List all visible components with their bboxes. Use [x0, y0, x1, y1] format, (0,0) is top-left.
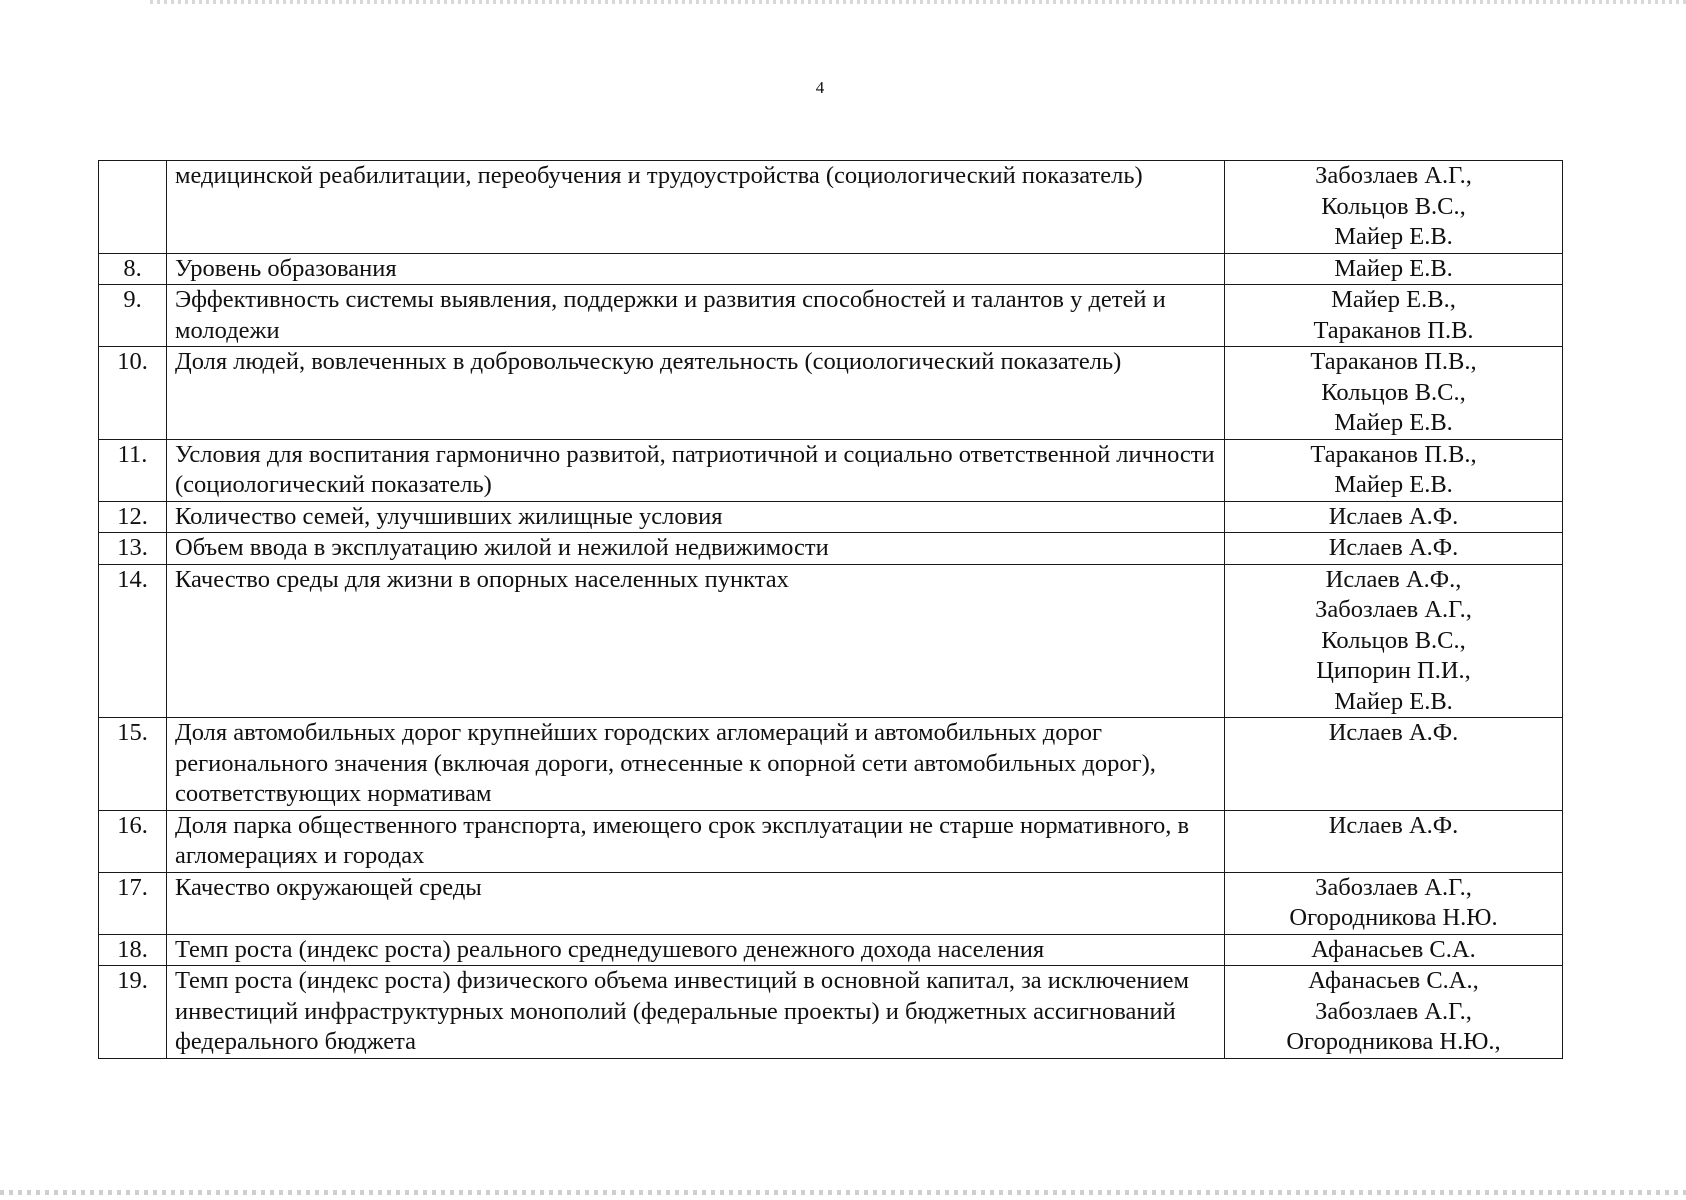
responsible-name: Афанасьев С.А.: [1311, 935, 1476, 963]
indicator-text: Объем ввода в эксплуатацию жилой и нежилой недвижимости: [167, 533, 1225, 565]
table-row: [99, 439, 1563, 501]
scan-edge-top: [150, 0, 1686, 4]
table-row: [99, 501, 1563, 533]
row-number: 10.: [99, 347, 167, 440]
indicator-text: Качество среды для жизни в опорных населенных пунктах: [167, 564, 1225, 718]
responsible-cell: [1225, 285, 1563, 347]
responsible-name: Забозлаев А.Г.,: [1315, 162, 1472, 189]
indicator-text: Качество окружающей среды: [167, 872, 1225, 934]
responsible-name: Тараканов П.В.,: [1310, 440, 1477, 468]
indicator-text: Эффективность системы выявления, поддержки и развития способностей и талантов у детей и молодежи: [167, 285, 1225, 347]
row-number: 8.: [99, 253, 167, 285]
responsible-cell: [1225, 161, 1563, 254]
row-number: 12.: [99, 501, 167, 533]
responsible-cell: [1225, 718, 1563, 811]
indicator-text: Уровень образования: [167, 253, 1225, 285]
scan-edge-bottom: [0, 1190, 1686, 1195]
responsible-name: Огородникова Н.Ю.,: [1286, 1028, 1501, 1055]
responsible-cell: [1225, 810, 1563, 872]
row-number: 14.: [99, 564, 167, 718]
responsible-name: Кольцов В.С.,: [1321, 626, 1466, 654]
responsible-name: Майер Е.В.,: [1331, 286, 1456, 313]
indicator-text: Условия для воспитания гармонично развитой, патриотичной и социально ответственной личности (социологический показатель): [167, 439, 1225, 501]
indicator-text: Темп роста (индекс роста) физического объема инвестиций в основной капитал, за исключением инвестиций инфраструктурных монополий (федеральные проекты) и бюджетных ассигнований федерального бюджета: [167, 966, 1225, 1059]
row-number: 9.: [99, 285, 167, 347]
responsible-cell: [1225, 253, 1563, 285]
row-number: 15.: [99, 718, 167, 811]
responsible-name: Кольцов В.С.,: [1321, 192, 1466, 220]
row-number: [99, 161, 167, 254]
indicator-text: Доля автомобильных дорог крупнейших городских агломераций и автомобильных дорог регионального значения (включая дороги, отнесенные к опорной сети автомобильных дорог), соответствующих нормативам: [167, 718, 1225, 811]
responsible-name: Забозлаев А.Г.,: [1315, 873, 1472, 901]
responsible-cell: [1225, 501, 1563, 533]
table-row: [99, 564, 1563, 718]
responsible-name: Майер Е.В.: [1334, 471, 1453, 498]
responsible-cell: [1225, 872, 1563, 934]
indicator-text: Доля парка общественного транспорта, имеющего срок эксплуатации не старше нормативного, в агломерациях и городах: [167, 810, 1225, 872]
table-row: [99, 285, 1563, 347]
row-number: 17.: [99, 872, 167, 934]
responsible-name: Ципорин П.И.,: [1316, 657, 1471, 684]
responsible-name: Ислаев А.Ф.: [1328, 811, 1459, 839]
responsible-cell: [1225, 533, 1563, 565]
table-row: [99, 347, 1563, 440]
responsible-name: Забозлаев А.Г.,: [1315, 997, 1472, 1025]
responsible-cell: [1225, 347, 1563, 440]
row-number: 18.: [99, 934, 167, 966]
responsible-cell: [1225, 439, 1563, 501]
table-row: [99, 872, 1563, 934]
row-number: 11.: [99, 439, 167, 501]
responsible-name: Тараканов П.В.: [1313, 316, 1474, 344]
table-row: [99, 966, 1563, 1059]
table-row: [99, 810, 1563, 872]
responsible-name: Кольцов В.С.,: [1321, 378, 1466, 406]
responsible-name: Майер Е.В.: [1334, 409, 1453, 436]
responsible-cell: [1225, 966, 1563, 1059]
indicator-text: Количество семей, улучшивших жилищные условия: [167, 501, 1225, 533]
page-number: 4: [815, 78, 825, 97]
row-number: 16.: [99, 810, 167, 872]
responsible-cell: [1225, 934, 1563, 966]
responsible-name: Ислаев А.Ф.,: [1325, 565, 1462, 593]
row-number: 13.: [99, 533, 167, 565]
indicator-text: медицинской реабилитации, переобучения и трудоустройства (социологический показатель): [167, 161, 1225, 254]
table-row: [99, 533, 1563, 565]
responsible-name: Ислаев А.Ф.: [1328, 502, 1459, 530]
table-row: [99, 161, 1563, 254]
responsible-name: Ислаев А.Ф.: [1328, 534, 1459, 561]
responsible-name: Афанасьев С.А.,: [1308, 967, 1479, 994]
responsible-name: Забозлаев А.Г.,: [1315, 596, 1472, 623]
table-row: [99, 934, 1563, 966]
responsible-cell: [1225, 564, 1563, 718]
row-number: 19.: [99, 966, 167, 1059]
responsible-name: Майер Е.В.: [1334, 687, 1453, 715]
responsible-name: Майер Е.В.: [1334, 254, 1453, 282]
responsible-name: Тараканов П.В.,: [1310, 348, 1477, 375]
responsible-name: Ислаев А.Ф.: [1328, 719, 1459, 746]
indicator-text: Темп роста (индекс роста) реального среднедушевого денежного дохода населения: [167, 934, 1225, 966]
table-row: [99, 718, 1563, 811]
indicator-text: Доля людей, вовлеченных в добровольческую деятельность (социологический показатель): [167, 347, 1225, 440]
table-row: [99, 253, 1563, 285]
responsible-name: Огородникова Н.Ю.: [1289, 904, 1498, 931]
indicators-table: [98, 160, 1563, 1059]
responsible-name: Майер Е.В.: [1334, 223, 1453, 250]
